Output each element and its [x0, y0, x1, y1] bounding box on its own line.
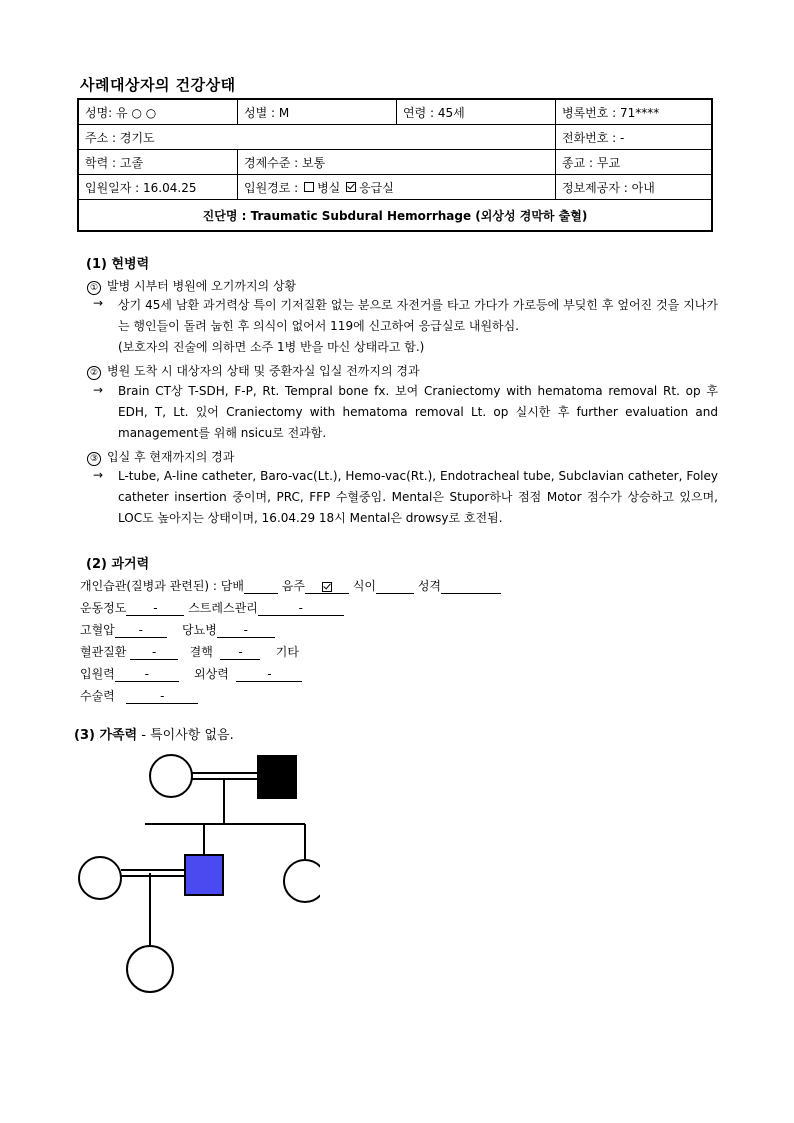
personality-blank[interactable]: [441, 580, 501, 594]
personality-label: 성격: [417, 579, 442, 593]
hypertension-label: 고혈압: [80, 623, 115, 637]
q1-line: [87, 277, 296, 295]
hypertension-blank[interactable]: -: [115, 624, 167, 638]
q3-text: 입실 후 현재까지의 경과: [107, 450, 235, 464]
a1b-text: (보호자의 진술에 의하면 소주 1병 반을 마신 상태라고 함.): [118, 340, 425, 354]
religion-cell: 종교 : 무교: [556, 150, 713, 175]
gender-cell: 성별 : M: [238, 99, 397, 125]
section-present-illness-heading: (1) 현병력: [86, 257, 150, 272]
exercise-blank[interactable]: -: [126, 602, 184, 616]
q2-text: 병원 도착 시 대상자의 상태 및 중환자실 입실 전까지의 경과: [107, 364, 420, 378]
surgery-label: 수술력: [80, 689, 115, 703]
section-past-history-heading: (2) 과거력: [86, 557, 150, 572]
economy-cell: 경제수준 : 보통: [238, 150, 556, 175]
drink-label: 음주: [281, 579, 305, 593]
a3-text: L-tube, A-line catheter, Baro-vac(Lt.), Hemo-vac(Rt.), Endotracheal tube, Subclavian catheter, Foley catheter insertion 중이며, PRC, FFP 수혈중임. Mental은 Stupor하나 점점 Motor 점수가 상승하고 있으며, LOC도 높아지는 상태이며, 16.04.29 18시 Mental은 drowsy로 호전됨.: [118, 469, 718, 525]
education-cell: 학력 : 고졸: [78, 150, 238, 175]
surgery-blank[interactable]: -: [126, 690, 198, 704]
arrow-icon: →: [93, 468, 104, 482]
admission-route-cell: [238, 175, 556, 200]
diet-label: 식이: [352, 579, 376, 593]
a2-text: Brain CT상 T-SDH, F-P, Rt. Tempral bone fx. 보여 Craniectomy with hematoma removal Rt. op 후 EDH, T, Lt. 있어 Craniectomy with hematoma removal Lt. op 실시한 후 further evaluation and management를 위해 nsicu로 전과함.: [118, 384, 718, 440]
grandmother-circle: [150, 755, 192, 797]
section-family-history-heading: (3) 가족력: [74, 728, 138, 743]
drink-checkbox[interactable]: [322, 582, 332, 592]
sibling-circle: [284, 860, 320, 902]
q1-number: ①: [87, 281, 101, 295]
exercise-row: [80, 599, 344, 616]
tb-label: 결핵: [189, 645, 213, 659]
admission-row: [80, 665, 302, 682]
admission-hist-label: 입원력: [80, 667, 115, 681]
trauma-blank[interactable]: -: [236, 668, 302, 682]
route-er-checkbox[interactable]: [346, 182, 356, 192]
diet-blank[interactable]: [376, 580, 414, 594]
diabetes-label: 당뇨병: [182, 623, 217, 637]
q3-number: ③: [87, 452, 101, 466]
vascular-blank[interactable]: -: [130, 646, 178, 660]
family-history-text: - 특이사항 없음.: [137, 728, 234, 743]
exercise-label: 운동정도: [80, 601, 127, 615]
address-cell: 주소 : 경기도: [78, 125, 556, 150]
diagnosis-cell: 진단명 : Traumatic Subdural Hemorrhage (외상성 경막하 출혈): [78, 200, 712, 232]
vascular-label: 혈관질환: [80, 645, 127, 659]
record-cell: 병록번호 : 71****: [556, 99, 713, 125]
family-history-line: [74, 724, 234, 743]
tb-blank[interactable]: -: [220, 646, 260, 660]
a1-text: 상기 45세 남환 과거력상 특이 기저질환 없는 분으로 자전거를 타고 가다가 가로등에 부딪힌 후 엎어진 것을 지나가는 행인들이 돌려 눕힌 후 의식이 없어서 119에 신고하여 응급실로 내원하심.: [118, 298, 718, 333]
route-ward-label: 병실: [317, 180, 341, 195]
q2-line: [87, 362, 420, 380]
habits-label: 개인습관(질병과 관련된) : 담배: [80, 579, 244, 593]
patient-square: [185, 855, 223, 895]
q1-text: 발병 시부터 병원에 오기까지의 상황: [107, 279, 297, 293]
q3-line: [87, 448, 234, 466]
smoking-blank[interactable]: [244, 580, 278, 594]
vascular-row: [80, 643, 299, 660]
admission-hist-blank[interactable]: -: [115, 668, 179, 682]
arrow-icon: →: [93, 296, 104, 310]
informant-cell: 정보제공자 : 아내: [556, 175, 713, 200]
habits-row: [80, 577, 501, 594]
family-pedigree-diagram: [70, 745, 320, 1005]
arrow-icon: →: [93, 383, 104, 397]
route-er-label: 응급실: [359, 180, 394, 195]
grandfather-square: [258, 756, 296, 798]
child-circle: [127, 946, 173, 992]
name-cell: 성명: 유 ○ ○: [78, 99, 238, 125]
age-cell: 연령 : 45세: [397, 99, 556, 125]
route-ward-checkbox[interactable]: [304, 182, 314, 192]
diabetes-blank[interactable]: -: [217, 624, 275, 638]
phone-cell: 전화번호 : -: [556, 125, 713, 150]
patient-info-table: [77, 98, 713, 232]
stress-label: 스트레스관리: [188, 601, 258, 615]
stress-blank[interactable]: -: [258, 602, 344, 616]
admission-date-cell: 입원일자 : 16.04.25: [78, 175, 238, 200]
drink-blank[interactable]: [305, 580, 349, 594]
other-label: 기타: [275, 645, 299, 659]
hypertension-row: [80, 621, 275, 638]
surgery-row: [80, 687, 198, 704]
route-label: 입원경로 :: [244, 180, 299, 195]
page-title: 사례대상자의 건강상태: [80, 76, 236, 94]
wife-circle: [79, 857, 121, 899]
q2-number: ②: [87, 366, 101, 380]
trauma-label: 외상력: [194, 667, 229, 681]
